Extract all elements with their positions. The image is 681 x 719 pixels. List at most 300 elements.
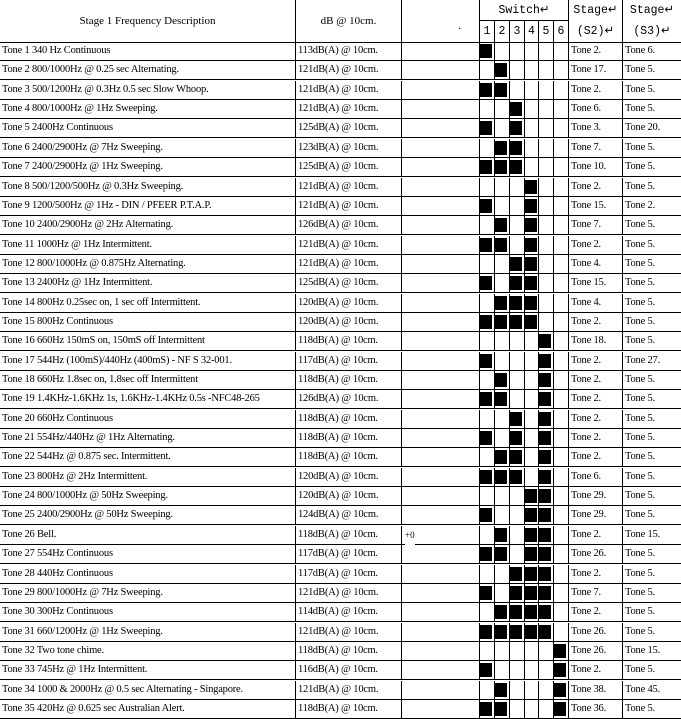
switch-cell-3	[510, 81, 525, 100]
switch-cell-1	[480, 313, 495, 332]
stage2-tone: Tone 2.	[569, 352, 623, 371]
stage3-tone: Tone 5.	[625, 432, 655, 443]
switch-on-marker	[510, 276, 522, 290]
tone-db: 121dB(A) @ 10cm.	[296, 61, 402, 80]
switch-cell-2	[495, 158, 510, 177]
switch-cell-6	[554, 545, 569, 564]
stage3-tone: Tone 45.	[625, 683, 660, 695]
switch-cell-2	[495, 294, 510, 313]
switch-on-marker	[480, 121, 492, 135]
bell-mark: +0	[405, 526, 415, 545]
stage3-tone: Tone 5.	[625, 412, 655, 424]
switch-on-marker	[525, 257, 537, 271]
stage2-tone: Tone 4.	[569, 294, 623, 313]
tone-waveform	[402, 623, 480, 642]
header-db: dB @ 10cm.	[296, 0, 402, 42]
stage2-tone: Tone 2.	[569, 448, 623, 467]
switch-cell-5	[539, 81, 554, 100]
switch-cell-6	[554, 313, 569, 332]
header-waveform: .	[402, 0, 480, 42]
stage2-tone: Tone 29.	[569, 487, 623, 506]
tone-waveform	[402, 139, 480, 158]
stage3-tone: Tone 5.	[625, 664, 655, 676]
stage2-tone: Tone 7.	[569, 139, 623, 158]
switch-cell-3	[510, 61, 525, 80]
switch-cell-6	[554, 410, 569, 429]
stage2-tone: Tone 2.	[569, 42, 623, 61]
switch-cell-3	[510, 274, 525, 293]
stage3-tone: Tone 5.	[625, 161, 655, 173]
switch-cell-4	[525, 371, 539, 390]
tone-db: 120dB(A) @ 10cm.	[296, 294, 402, 313]
header-stage2: Stage↵	[569, 0, 623, 21]
table-row	[0, 236, 681, 255]
table-row	[0, 565, 681, 584]
switch-cell-6	[554, 42, 569, 61]
switch-cell-1	[480, 487, 495, 506]
switch-cell-4	[525, 642, 539, 661]
tone-description: Tone 16 660Hz 150mS on, 150mS off Intermittent	[0, 332, 296, 351]
switch-on-marker	[539, 586, 551, 600]
switch-on-marker	[525, 508, 537, 522]
switch-on-marker	[480, 508, 492, 522]
tone-description: Tone 34 1000 & 2000Hz @ 0.5 sec Alternating - Singapore.	[0, 681, 296, 700]
switch-number-5: 5	[539, 21, 554, 42]
tone-waveform	[402, 294, 480, 313]
stage3-tone: Tone 15.	[625, 644, 660, 656]
stage2-tone: Tone 26.	[569, 545, 623, 564]
stage3-tone: Tone 5.	[625, 702, 655, 714]
switch-on-marker	[539, 373, 551, 387]
table-row	[0, 178, 681, 197]
switch-cell-2	[495, 352, 510, 371]
tone-db: 121dB(A) @ 10cm.	[296, 623, 402, 642]
switch-cell-1	[480, 100, 495, 119]
stage3-tone: Tone 5.	[625, 393, 655, 405]
tone-description: Tone 18 660Hz 1.8sec on, 1.8sec off Intermittent	[0, 371, 296, 390]
switch-on-marker	[480, 199, 492, 213]
switch-cell-2	[495, 42, 510, 61]
switch-cell-1	[480, 565, 495, 584]
switch-cell-2	[495, 545, 510, 564]
table-row	[0, 216, 681, 235]
switch-cell-2	[495, 81, 510, 100]
stage2-tone: Tone 26.	[569, 642, 623, 661]
switch-on-marker	[480, 663, 492, 677]
switch-cell-6	[554, 623, 569, 642]
switch-cell-3	[510, 487, 525, 506]
switch-on-marker	[480, 702, 492, 716]
switch-on-marker	[495, 238, 507, 252]
tone-waveform	[402, 506, 480, 525]
table-row	[0, 603, 681, 622]
switch-cell-2	[495, 255, 510, 274]
switch-on-marker	[510, 315, 522, 329]
stage3-tone: Tone 5.	[625, 567, 655, 579]
tone-description: Tone 26 Bell.	[0, 526, 296, 545]
tone-db: 124dB(A) @ 10cm.	[296, 506, 402, 525]
switch-cell-4	[525, 158, 539, 177]
switch-cell-3	[510, 623, 525, 642]
switch-cell-6	[554, 642, 569, 661]
tone-waveform	[402, 584, 480, 603]
switch-cell-5	[539, 468, 554, 487]
switch-cell-5	[539, 100, 554, 119]
switch-on-marker	[495, 547, 507, 561]
stage2-tone: Tone 26.	[569, 623, 623, 642]
switch-cell-5	[539, 603, 554, 622]
switch-on-marker	[495, 683, 507, 697]
switch-on-marker	[510, 586, 522, 600]
tone-db: 118dB(A) @ 10cm.	[296, 448, 402, 467]
stage3-tone: Tone 5.	[625, 64, 655, 76]
switch-on-marker	[480, 44, 492, 58]
switch-cell-2	[495, 700, 510, 719]
tone-waveform	[402, 313, 480, 332]
switch-cell-6	[554, 371, 569, 390]
switch-cell-5	[539, 429, 554, 448]
switch-cell-6	[554, 236, 569, 255]
switch-on-marker	[525, 489, 537, 503]
tone-db: 121dB(A) @ 10cm.	[296, 100, 402, 119]
switch-on-marker	[539, 334, 551, 348]
tone-waveform	[402, 371, 480, 390]
tone-waveform	[402, 236, 480, 255]
switch-cell-5	[539, 216, 554, 235]
tone-waveform	[402, 448, 480, 467]
switch-cell-1	[480, 178, 495, 197]
switch-on-marker	[539, 450, 551, 464]
switch-cell-3	[510, 526, 525, 545]
switch-on-marker	[495, 218, 507, 232]
switch-number-4: 4	[525, 21, 539, 42]
switch-on-marker	[495, 373, 507, 387]
tone-db: 120dB(A) @ 10cm.	[296, 313, 402, 332]
stage3-tone: Tone 2.	[625, 199, 655, 211]
tone-description: Tone 5 2400Hz Continuous	[0, 119, 296, 138]
switch-cell-1	[480, 700, 495, 719]
switch-cell-4	[525, 81, 539, 100]
stage3-tone: Tone 5.	[625, 180, 655, 192]
switch-on-marker	[480, 83, 492, 97]
switch-cell-6	[554, 61, 569, 80]
switch-cell-2	[495, 197, 510, 216]
switch-cell-4	[525, 681, 539, 700]
tone-waveform	[402, 197, 480, 216]
switch-on-marker	[510, 450, 522, 464]
switch-on-marker	[510, 470, 522, 484]
tone-waveform	[402, 468, 480, 487]
stage3-tone: Tone 5.	[625, 335, 655, 347]
switch-cell-5	[539, 390, 554, 409]
stage3-tone: Tone 5.	[625, 103, 655, 115]
switch-cell-3	[510, 584, 525, 603]
stage2-tone: Tone 29.	[569, 506, 623, 525]
stage2-tone: Tone 18.	[569, 332, 623, 351]
table-row	[0, 448, 681, 467]
table-row	[0, 410, 681, 429]
switch-cell-5	[539, 255, 554, 274]
stage3-tone: Tone 5.	[625, 625, 655, 637]
switch-on-marker	[495, 315, 507, 329]
tone-description: Tone 9 1200/500Hz @ 1Hz - DIN / PFEER P.T.A.P.	[0, 197, 296, 216]
switch-cell-5	[539, 274, 554, 293]
switch-cell-4	[525, 584, 539, 603]
switch-cell-3	[510, 42, 525, 61]
switch-cell-1	[480, 61, 495, 80]
tone-description: Tone 25 2400/2900Hz @ 50Hz Sweeping.	[0, 506, 296, 525]
switch-cell-3	[510, 255, 525, 274]
switch-cell-3	[510, 100, 525, 119]
switch-cell-3	[510, 352, 525, 371]
switch-number-1: 1	[480, 21, 495, 42]
switch-on-marker	[480, 238, 492, 252]
switch-cell-6	[554, 216, 569, 235]
stage2-tone: Tone 10.	[569, 158, 623, 177]
tone-db: 120dB(A) @ 10cm.	[296, 468, 402, 487]
switch-cell-3	[510, 603, 525, 622]
stage3-tone: Tone 5.	[625, 277, 655, 289]
switch-cell-5	[539, 42, 554, 61]
tone-db: 123dB(A) @ 10cm.	[296, 139, 402, 158]
switch-cell-2	[495, 216, 510, 235]
table-row	[0, 526, 681, 545]
switch-cell-3	[510, 506, 525, 525]
switch-cell-1	[480, 42, 495, 61]
stage2-tone: Tone 17.	[569, 61, 623, 80]
tone-waveform	[402, 565, 480, 584]
tone-waveform	[402, 332, 480, 351]
switch-cell-5	[539, 119, 554, 138]
tone-db: 120dB(A) @ 10cm.	[296, 487, 402, 506]
stage2-tone: Tone 2.	[569, 526, 623, 545]
switch-cell-3	[510, 294, 525, 313]
switch-on-marker	[525, 180, 537, 194]
switch-cell-4	[525, 545, 539, 564]
table-row	[0, 42, 681, 61]
switch-cell-5	[539, 197, 554, 216]
table-row	[0, 352, 681, 371]
table-row	[0, 429, 681, 448]
tone-db: 117dB(A) @ 10cm.	[296, 352, 402, 371]
switch-cell-1	[480, 274, 495, 293]
switch-cell-2	[495, 100, 510, 119]
stage2-tone: Tone 4.	[569, 255, 623, 274]
switch-cell-6	[554, 584, 569, 603]
tone-db: 121dB(A) @ 10cm.	[296, 197, 402, 216]
switch-cell-4	[525, 603, 539, 622]
tone-db: 126dB(A) @ 10cm.	[296, 390, 402, 409]
switch-cell-5	[539, 410, 554, 429]
table-row	[0, 700, 681, 719]
tone-description: Tone 19 1.4KHz-1.6KHz 1s, 1.6KHz-1.4KHz 0.5s -NFC48-265	[0, 390, 296, 409]
table-row	[0, 158, 681, 177]
switch-cell-4	[525, 236, 539, 255]
switch-cell-3	[510, 371, 525, 390]
switch-cell-1	[480, 448, 495, 467]
switch-cell-6	[554, 139, 569, 158]
stage3-tone: Tone 5.	[625, 141, 655, 153]
switch-cell-5	[539, 623, 554, 642]
tone-db: 125dB(A) @ 10cm.	[296, 119, 402, 138]
stage3-tone: Tone 5.	[625, 315, 655, 327]
switch-cell-2	[495, 565, 510, 584]
tone-description: Tone 3 500/1200Hz @ 0.3Hz 0.5 sec Slow Whoop.	[0, 81, 296, 100]
switch-cell-3	[510, 197, 525, 216]
switch-on-marker	[554, 683, 566, 697]
switch-cell-1	[480, 371, 495, 390]
switch-cell-1	[480, 526, 495, 545]
switch-cell-2	[495, 487, 510, 506]
stage2-tone: Tone 2.	[569, 390, 623, 409]
table-row	[0, 197, 681, 216]
table-row	[0, 371, 681, 390]
switch-cell-6	[554, 274, 569, 293]
switch-on-marker	[495, 63, 507, 77]
table-row	[0, 545, 681, 564]
switch-cell-3	[510, 661, 525, 680]
switch-cell-2	[495, 139, 510, 158]
switch-on-marker	[480, 160, 492, 174]
switch-cell-5	[539, 352, 554, 371]
switch-cell-4	[525, 487, 539, 506]
switch-on-marker	[539, 489, 551, 503]
switch-cell-2	[495, 119, 510, 138]
stage2-tone: Tone 7.	[569, 584, 623, 603]
switch-cell-5	[539, 487, 554, 506]
switch-on-marker	[495, 160, 507, 174]
switch-cell-2	[495, 681, 510, 700]
switch-cell-6	[554, 429, 569, 448]
switch-on-marker	[539, 625, 551, 639]
tone-db: 121dB(A) @ 10cm.	[296, 81, 402, 100]
switch-on-marker	[480, 392, 492, 406]
tone-waveform	[402, 178, 480, 197]
tone-description: Tone 6 2400/2900Hz @ 7Hz Sweeping.	[0, 139, 296, 158]
tone-db: 118dB(A) @ 10cm.	[296, 332, 402, 351]
tone-db: 125dB(A) @ 10cm.	[296, 158, 402, 177]
switch-cell-4	[525, 429, 539, 448]
tone-description: Tone 30 300Hz Continuous	[0, 603, 296, 622]
tone-waveform	[402, 352, 480, 371]
table-row	[0, 81, 681, 100]
switch-number-3: 3	[510, 21, 525, 42]
stage2-tone: Tone 2.	[569, 81, 623, 100]
tone-db: 118dB(A) @ 10cm.	[296, 642, 402, 661]
switch-cell-1	[480, 545, 495, 564]
table-row	[0, 642, 681, 661]
switch-on-marker	[480, 431, 492, 445]
switch-cell-6	[554, 661, 569, 680]
stage2-tone: Tone 2.	[569, 236, 623, 255]
switch-on-marker	[480, 470, 492, 484]
switch-cell-4	[525, 255, 539, 274]
switch-cell-3	[510, 390, 525, 409]
switch-cell-3	[510, 313, 525, 332]
switch-on-marker	[539, 508, 551, 522]
table-row	[0, 623, 681, 642]
switch-cell-4	[525, 506, 539, 525]
switch-cell-3	[510, 236, 525, 255]
tone-description: Tone 8 500/1200/500Hz @ 0.3Hz Sweeping.	[0, 178, 296, 197]
stage2-tone: Tone 2.	[569, 603, 623, 622]
stage2-tone: Tone 6.	[569, 100, 623, 119]
tone-description: Tone 27 554Hz Continuous	[0, 545, 296, 564]
switch-cell-2	[495, 429, 510, 448]
switch-on-marker	[554, 702, 566, 716]
stage3-tone: Tone 6.	[625, 45, 655, 56]
switch-cell-6	[554, 81, 569, 100]
table-row	[0, 139, 681, 158]
tone-waveform	[402, 681, 480, 700]
stage3-tone: Tone 5.	[625, 374, 655, 385]
table-row	[0, 100, 681, 119]
switch-on-marker	[480, 276, 492, 290]
tone-description: Tone 12 800/1000Hz @ 0.875Hz Alternating.	[0, 255, 296, 274]
switch-on-marker	[495, 83, 507, 97]
switch-on-marker	[525, 218, 537, 232]
switch-cell-4	[525, 390, 539, 409]
switch-on-marker	[510, 102, 522, 116]
tone-description: Tone 11 1000Hz @ 1Hz Intermittent.	[0, 236, 296, 255]
switch-cell-5	[539, 565, 554, 584]
switch-cell-2	[495, 274, 510, 293]
switch-cell-1	[480, 294, 495, 313]
switch-on-marker	[539, 567, 551, 581]
stage2-tone: Tone 2.	[569, 178, 623, 197]
switch-cell-5	[539, 61, 554, 80]
switch-on-marker	[539, 470, 551, 484]
tone-db: 121dB(A) @ 10cm.	[296, 178, 402, 197]
switch-on-marker	[510, 296, 522, 310]
switch-cell-5	[539, 313, 554, 332]
switch-cell-4	[525, 178, 539, 197]
switch-cell-1	[480, 584, 495, 603]
switch-cell-1	[480, 158, 495, 177]
switch-on-marker	[480, 586, 492, 600]
tone-db: 118dB(A) @ 10cm.	[296, 410, 402, 429]
tone-waveform	[402, 642, 480, 661]
stage3-tone: Tone 5.	[625, 83, 655, 95]
switch-cell-1	[480, 390, 495, 409]
tone-waveform	[402, 700, 480, 719]
tone-waveform	[402, 274, 480, 293]
switch-cell-3	[510, 642, 525, 661]
switch-on-marker	[495, 625, 507, 639]
table-row	[0, 313, 681, 332]
switch-cell-4	[525, 274, 539, 293]
tone-waveform	[402, 545, 480, 564]
switch-cell-4	[525, 197, 539, 216]
switch-cell-3	[510, 332, 525, 351]
switch-on-marker	[539, 412, 551, 426]
switch-cell-2	[495, 506, 510, 525]
switch-on-marker	[539, 354, 551, 368]
tone-waveform	[402, 42, 480, 61]
switch-cell-5	[539, 158, 554, 177]
tone-db: 118dB(A) @ 10cm.	[296, 700, 402, 719]
switch-cell-1	[480, 410, 495, 429]
header-stage2-sub: (S2)↵	[569, 21, 623, 42]
switch-cell-6	[554, 332, 569, 351]
switch-cell-3	[510, 429, 525, 448]
tone-description: Tone 32 Two tone chime.	[0, 642, 296, 661]
tone-description: Tone 21 554Hz/440Hz @ 1Hz Alternating.	[0, 429, 296, 448]
switch-on-marker	[525, 586, 537, 600]
switch-cell-1	[480, 197, 495, 216]
tone-waveform	[402, 390, 480, 409]
switch-cell-6	[554, 390, 569, 409]
